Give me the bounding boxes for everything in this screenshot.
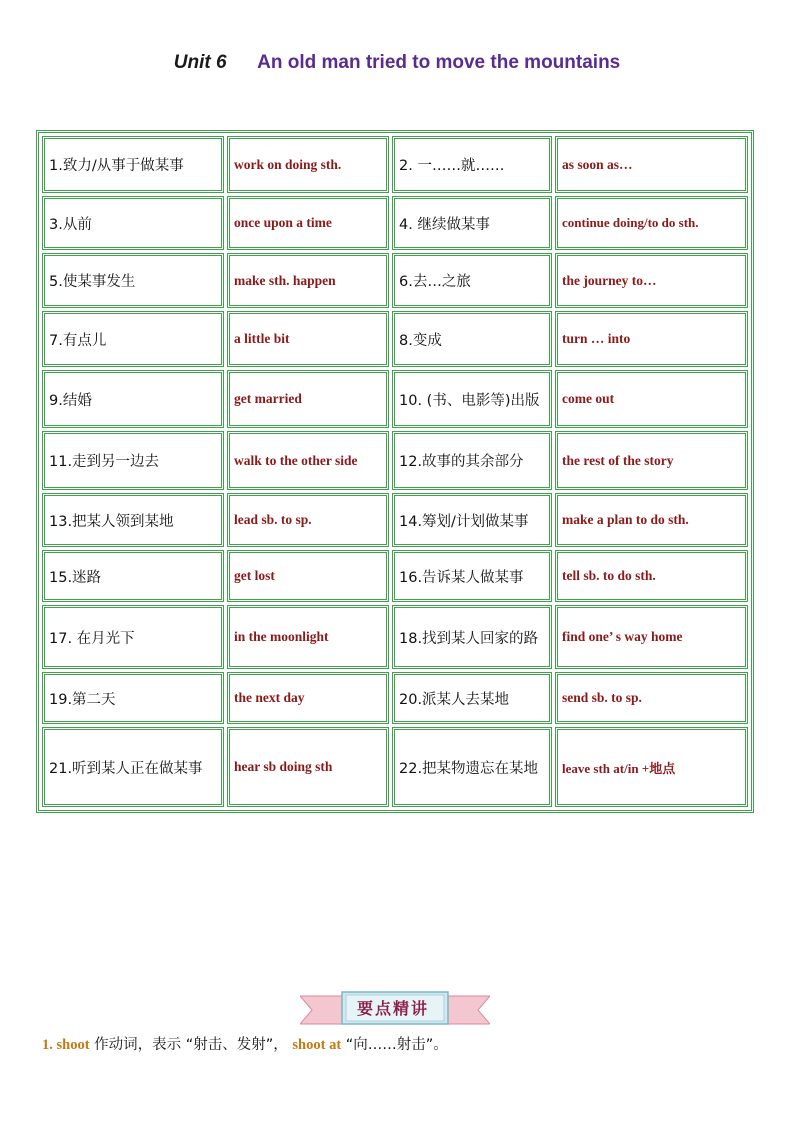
english-phrase-cell: find one’ s way home	[555, 605, 748, 669]
chinese-phrase-cell: 21.听到某人正在做某事	[42, 727, 224, 807]
english-phrase-cell: hear sb doing sth	[227, 727, 389, 807]
chinese-phrase-cell: 4. 继续做某事	[392, 196, 552, 250]
table-row	[42, 431, 748, 490]
table-row	[42, 311, 748, 367]
english-phrase-cell: as soon as…	[555, 136, 748, 193]
english-phrase-cell: walk to the other side	[227, 431, 389, 490]
english-phrase-cell: work on doing sth.	[227, 136, 389, 193]
chinese-phrase-cell: 1.致力/从事于做某事	[42, 136, 224, 193]
chinese-phrase-cell: 9.结婚	[42, 370, 224, 428]
english-phrase-cell: the rest of the story	[555, 431, 748, 490]
chinese-phrase-cell: 8.变成	[392, 311, 552, 367]
chinese-phrase-cell: 17. 在月光下	[42, 605, 224, 669]
chinese-phrase-cell: 18.找到某人回家的路	[392, 605, 552, 669]
chinese-phrase-cell: 7.有点儿	[42, 311, 224, 367]
chinese-phrase-cell: 15.迷路	[42, 550, 224, 602]
table-row	[42, 672, 748, 724]
table-row	[42, 727, 748, 807]
english-phrase-cell: make sth. happen	[227, 253, 389, 308]
chinese-phrase-cell: 11.走到另一边去	[42, 431, 224, 490]
english-phrase-cell: continue doing/to do sth.	[555, 196, 748, 250]
chinese-phrase-cell: 20.派某人去某地	[392, 672, 552, 724]
key-point-line	[42, 1033, 448, 1054]
chinese-phrase-cell: 3.从前	[42, 196, 224, 250]
key-point-word: 1. shoot	[42, 1037, 90, 1053]
table-row	[42, 550, 748, 602]
table-row	[42, 605, 748, 669]
unit-label: Unit 6	[173, 52, 227, 73]
english-phrase-cell: get married	[227, 370, 389, 428]
english-phrase-cell: turn … into	[555, 311, 748, 367]
chinese-phrase-cell: 22.把某物遗忘在某地	[392, 727, 552, 807]
table-row	[42, 493, 748, 547]
english-phrase-cell: send sb. to sp.	[555, 672, 748, 724]
english-phrase-cell: tell sb. to do sth.	[555, 550, 748, 602]
english-phrase-cell: lead sb. to sp.	[227, 493, 389, 547]
english-phrase-cell: in the moonlight	[227, 605, 389, 669]
english-phrase-cell: a little bit	[227, 311, 389, 367]
english-phrase-cell: get lost	[227, 550, 389, 602]
chinese-phrase-cell: 14.筹划/计划做某事	[392, 493, 552, 547]
chinese-phrase-cell: 19.第二天	[42, 672, 224, 724]
key-point-text-2: “向……射击”。	[341, 1037, 448, 1053]
chinese-phrase-cell: 2. 一……就……	[392, 136, 552, 193]
chinese-phrase-cell: 12.故事的其余部分	[392, 431, 552, 490]
section-banner-label: 要点精讲	[356, 999, 429, 1018]
table-row	[42, 253, 748, 308]
english-phrase-cell: leave sth at/in +地点	[555, 727, 748, 807]
english-phrase-cell: come out	[555, 370, 748, 428]
key-point-text: 作动词，表示 “射击、发射”，	[89, 1037, 293, 1053]
key-point-phrase: shoot at	[292, 1037, 342, 1053]
chinese-phrase-cell: 13.把某人领到某地	[42, 493, 224, 547]
english-phrase-cell: once upon a time	[227, 196, 389, 250]
chinese-phrase-cell: 10. (书、电影等)出版	[392, 370, 552, 428]
english-phrase-cell: the journey to…	[555, 253, 748, 308]
unit-title: An old man tried to move the mountains	[257, 52, 621, 73]
english-phrase-cell: make a plan to do sth.	[555, 493, 748, 547]
chinese-phrase-cell: 5.使某事发生	[42, 253, 224, 308]
table-row	[42, 196, 748, 250]
chinese-phrase-cell: 6.去…之旅	[392, 253, 552, 308]
chinese-phrase-cell: 16.告诉某人做某事	[392, 550, 552, 602]
table-row	[42, 370, 748, 428]
vocabulary-table	[36, 130, 754, 813]
page-title	[0, 52, 794, 74]
table-row	[42, 136, 748, 193]
english-phrase-cell: the next day	[227, 672, 389, 724]
